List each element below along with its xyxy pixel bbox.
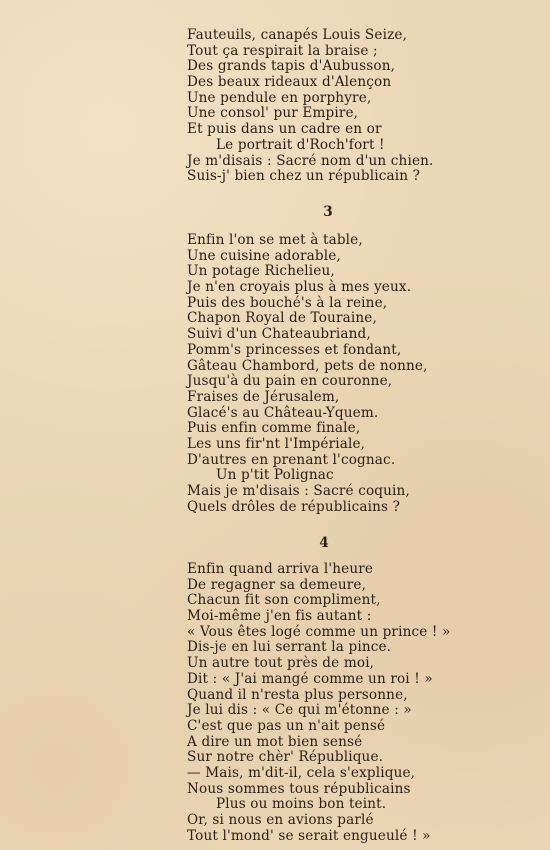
stanza-number-4: 4 xyxy=(319,535,329,551)
verse-line: Or, si nous en avions parlé xyxy=(187,812,374,828)
verse-line: Une cuisine adorable, xyxy=(187,247,341,264)
verse-line: Le portrait d'Roch'fort ! xyxy=(216,136,385,153)
verse-line: Des grands tapis d'Aubusson, xyxy=(187,58,396,75)
stanza-number-3: 3 xyxy=(323,204,333,220)
verse-line: Une consol' pur Empire, xyxy=(187,105,359,122)
verse-line: Nous sommes tous républicains xyxy=(187,780,411,797)
verse-line: Puis des bouché's à la reine, xyxy=(187,294,388,311)
verse-line: Un autre tout près de moi, xyxy=(187,655,375,672)
verse-line: Une pendule en porphyre, xyxy=(187,89,372,106)
verse-line: Gâteau Chambord, pets de nonne, xyxy=(187,357,428,374)
verse-line: Moi-même j'en fis autant : xyxy=(187,608,372,625)
stanza-3 xyxy=(187,233,517,515)
verse-line: Un potage Richelieu, xyxy=(187,263,335,280)
verse-line: Enfin quand arriva l'heure xyxy=(187,561,374,577)
verse-line: Je lui dis : « Ce qui m'étonne : » xyxy=(187,702,412,719)
verse-line: Dit : « J'ai mangé comme un roi ! » xyxy=(187,670,433,687)
verse-line: Sur notre chèr' République. xyxy=(187,749,384,766)
verse-line: Enfin l'on se met à table, xyxy=(187,232,363,248)
verse-line: Je m'disais : Sacré nom d'un chien. xyxy=(187,152,434,169)
verse-line: D'autres en prenant l'cognac. xyxy=(187,451,396,468)
verse-line: Jusqu'à du pain en couronne, xyxy=(187,373,393,390)
verse-line: — Mais, m'dit-il, cela s'explique, xyxy=(187,764,416,781)
verse-line: Dis-je en lui serrant la pince. xyxy=(187,639,392,656)
verse-line: A dire un mot bien sensé xyxy=(187,733,363,750)
verse-line: C'est que pas un n'ait pensé xyxy=(187,717,386,734)
verse-line: Des beaux rideaux d'Alençon xyxy=(187,74,392,91)
verse-line: Un p'tit Polignac xyxy=(216,467,334,484)
verse-line: Pomm's princesses et fondant, xyxy=(187,341,402,358)
verse-line: Quels drôles de républicains ? xyxy=(187,498,401,515)
stanza-top xyxy=(187,28,517,185)
verse-line: Tout l'mond' se serait engueulé ! » xyxy=(187,827,431,844)
verse-line: Mais je m'disais : Sacré coquin, xyxy=(187,483,410,499)
verse-line: Puis enfin comme finale, xyxy=(187,420,361,437)
stanza-4 xyxy=(187,562,517,844)
verse-line: Tout ça respirait la braise ; xyxy=(187,42,378,59)
verse-line: Quand il n'resta plus personne, xyxy=(187,686,408,703)
verse-line: Chacun fit son compliment, xyxy=(187,592,381,609)
verse-line: Suivi d'un Chateaubriand, xyxy=(187,326,371,343)
verse-line: Suis-j' bien chez un républicain ? xyxy=(187,168,421,185)
verse-line: « Vous êtes logé comme un prince ! » xyxy=(187,623,451,640)
verse-line: Fauteuils, canapés Louis Seize, xyxy=(187,27,408,43)
verse-line: Chapon Royal de Touraine, xyxy=(187,310,377,327)
verse-line: Plus ou moins bon teint. xyxy=(216,796,387,813)
verse-line: Je n'en croyais plus à mes yeux. xyxy=(187,279,412,296)
verse-line: Et puis dans un cadre en or xyxy=(187,121,382,138)
verse-line: Glacé's au Château-Yquem. xyxy=(187,404,379,421)
verse-line: Fraises de Jérusalem, xyxy=(187,388,340,405)
verse-line: Les uns fir'nt l'Impériale, xyxy=(187,435,366,452)
verse-line: De regagner sa demeure, xyxy=(187,576,367,593)
